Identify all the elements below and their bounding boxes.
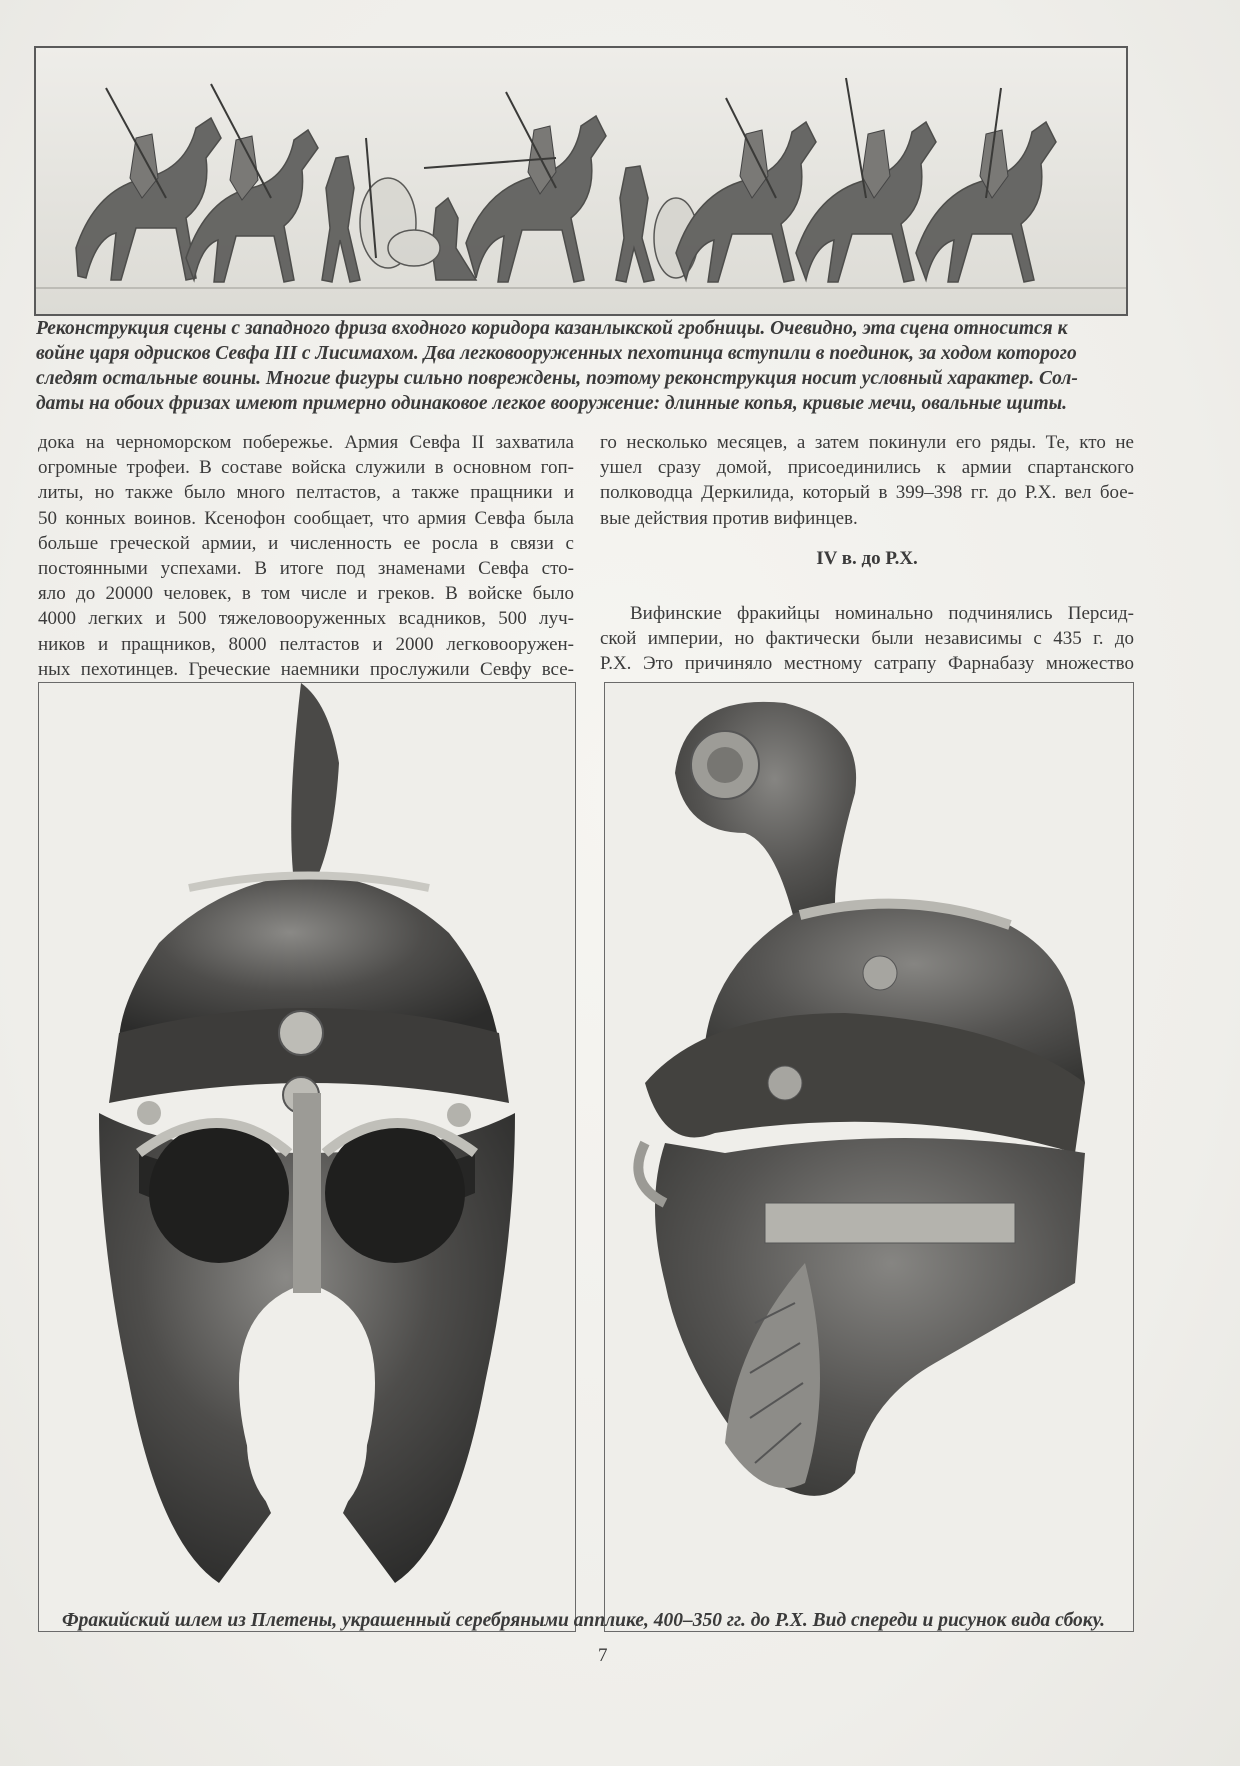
text-line: ников и пращников, 8000 пелтастов и 2000 легковооружен-: [38, 633, 574, 655]
left-text-column: [38, 430, 574, 682]
text-line: го несколько месяцев, а затем покинули его ряды. Те, кто не: [600, 432, 1134, 453]
section-paragraph: [600, 601, 1134, 677]
text-line: Вифинские фракийцы номинально подчинялись Персид-: [630, 603, 1134, 624]
text-line: вые действия против вифинцев.: [600, 507, 858, 529]
caption-line: войне царя одрисков Севфа III с Лисимахом. Два легковооруженных пехотинца вступили в поединок, за ходом которого: [36, 343, 1077, 364]
text-line: ской империи, но фактически были независимы с 435 г. до: [600, 628, 1134, 650]
section-heading: IV в. до Р.Х.: [816, 548, 918, 569]
text-line: больше греческой армии, и численность ее росла в связи с: [38, 532, 574, 554]
text-line: постоянными успехами. В итоге под знаменами Севфа сто-: [38, 558, 574, 580]
caption-line: Реконструкция сцены с западного фриза входного коридора казанлыкской гробницы. Очевидно, эта сцена относится к: [36, 318, 1068, 339]
caption-line: следят остальные воины. Многие фигуры сильно повреждены, поэтому реконструкция носит условный характер. Сол-: [36, 368, 1078, 389]
right-text-column: [600, 430, 1134, 531]
frieze-caption: [36, 316, 1136, 416]
text-line: дока на черноморском побережье. Армия Севфа II захватила: [38, 432, 574, 453]
helmet-side-drawing: [604, 682, 1134, 1632]
text-line: литы, но также было много пелтастов, а также пращники и: [38, 482, 574, 504]
helmet-caption: Фракийский шлем из Плетены, украшенный серебряными апплике, 400–350 гг. до Р.Х. Вид спереди и рисунок вида сбоку.: [62, 1610, 1105, 1631]
text-line: 50 конных воинов. Ксенофон сообщает, что армия Севфа была: [38, 507, 574, 529]
text-line: ных пехотинцев. Греческие наемники прослужили Севфу все-: [38, 658, 574, 680]
frieze-reconstruction-image: [34, 46, 1128, 316]
text-line: ушел сразу домой, присоединились к армии спартанского: [600, 457, 1134, 479]
text-line: 4000 легких и 500 тяжеловооруженных всадников, 500 луч-: [38, 608, 574, 630]
page-number: 7: [598, 1645, 608, 1666]
text-line: Р.Х. Это причиняло местному сатрапу Фарнабазу множество: [600, 653, 1134, 675]
text-line: огромные трофеи. В составе войска служили в основном гоп-: [38, 457, 574, 479]
text-line: полководца Деркилида, который в 399–398 гг. до Р.Х. вел бое-: [600, 482, 1134, 504]
text-line: яло до 20000 человек, в том числе и греков. В войске было: [38, 583, 574, 605]
helmet-front-photo: [38, 682, 576, 1632]
caption-line: даты на обоих фризах имеют примерно одинаковое легкое вооружение: длинные копья, кривые мечи, овальные щиты.: [36, 393, 1068, 414]
